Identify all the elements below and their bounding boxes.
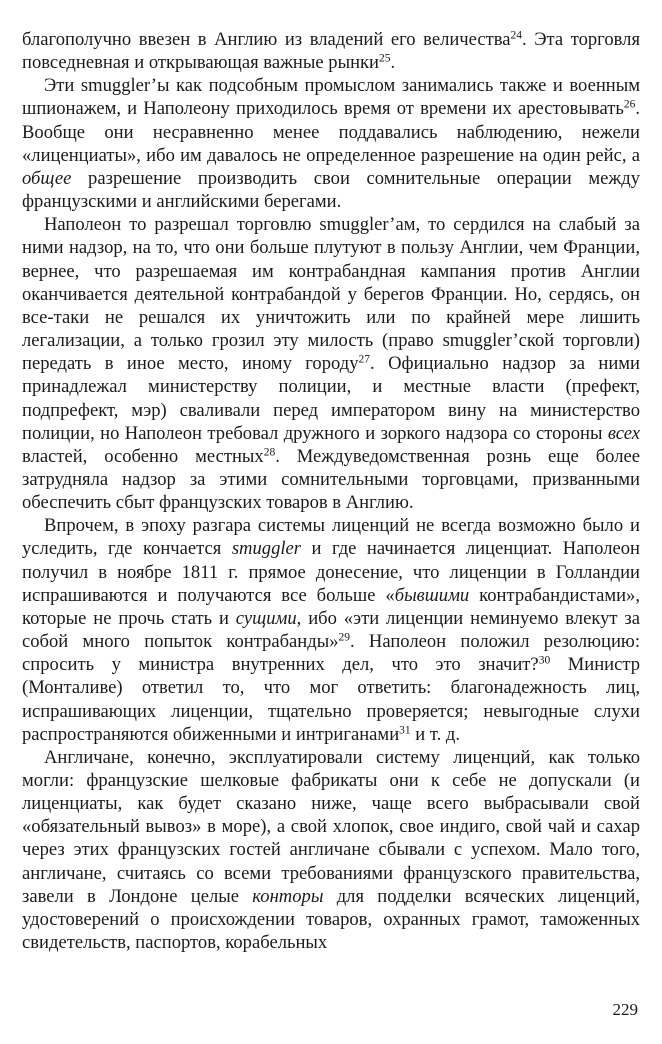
footnote-ref: 26 <box>623 99 636 112</box>
text-run: Англичане, конечно, эксплуатировали систему лиценций, как только могли: французские шелковые фабрикаты они к себе не допускали (и лиценциаты, как будет сказано ниже, чаще всего выбрасывали свой «обязательный вывоз» в море), а свой хлопок, свое индиго, свой чай и сахар через этих французских гостей англичане сбывали с успехом. Мало того, англичане, считаясь со всеми требованиями французского правительства, завели в Лондоне целые <box>22 746 640 907</box>
text-run: Впрочем, в эпоху разгара системы лиценций не всегда возможно было и уследить, где кончается <box>22 515 640 560</box>
text-run: . Междуведомственная рознь еще более затрудняла надзор за этими сомнительными торговцами, призванными обеспечить сбыт французских товаров в Англию. <box>22 445 640 514</box>
footnote-ref: 25 <box>379 52 391 65</box>
page-body <box>22 28 640 954</box>
text-run: . Вообще они несравненно менее поддавались наблюдению, нежели «лиценциаты», ибо им давалось не определенное разрешение на один рейс, а <box>22 98 640 166</box>
emphasis-text: конторы <box>252 885 324 907</box>
footnote-ref: 24 <box>510 29 523 42</box>
paragraph <box>22 213 640 514</box>
emphasis-text: smuggler <box>231 538 302 560</box>
paragraph <box>22 28 640 74</box>
text-run: контрабандистами», которые не прочь стать и <box>22 584 641 629</box>
footnote-ref: 30 <box>538 654 551 667</box>
text-run: и т. д. <box>410 723 461 745</box>
text-run: . Официально надзор за ними принадлежал министерству полиции, и местные власти (префект, подпрефект, мэр) сваливали перед императором вину на министерство полиции, но Наполеон требовал дружного и зоркого надзора со стороны <box>22 353 640 444</box>
text-run: властей, особенно местных <box>22 445 264 467</box>
text-run: Эти smuggler’ы как подсобным промыслом занимались также и военным шпионажем, и Наполеону приходилось время от времени их арестовывать <box>22 75 640 120</box>
text-run: и где начинается лиценциат. Наполеон получил в ноябре 1811 г. прямое донесение, что лиценции в Голландии испрашиваются и получаются все больше « <box>22 538 640 606</box>
emphasis-text: сущими <box>235 607 297 629</box>
emphasis-text: общее <box>22 167 72 189</box>
page-number: 229 <box>612 1000 638 1019</box>
text-run: разрешение производить свои сомнительные операции между французскими и английскими берегами. <box>22 167 640 213</box>
text-run: Наполеон то разрешал торговлю smuggler’ам, то сердился на слабый за ними надзор, на то, что они больше плутуют в пользу Англии, чем Франции, вернее, что разрешаемая им контрабандная кампания против Англии оканчивается деятельной контрабандой у берегов Франции. Но, сердясь, он все-таки не решался их уничтожить или по крайней мере лишить легализации, а только грозил эту милость (право smuggler’ской торговли) передать в иное место, иному городу <box>22 214 640 375</box>
footnote-ref: 29 <box>338 631 351 644</box>
text-run: Министр (Монталиве) ответил то, что мог ответить: благонадежность лиц, испрашивающих лиценции, тщательно проверяется; невыгодные слухи распространяются обиженными и интриганами <box>22 654 640 745</box>
emphasis-text: бывшими <box>394 584 470 606</box>
paragraph <box>22 746 640 954</box>
text-run: благополучно ввезен в Англию из владений его величества <box>22 29 511 50</box>
footnote-ref: 31 <box>399 724 411 737</box>
emphasis-text: всех <box>607 422 640 444</box>
text-run: . Эта торговля повседневная и открывающая важные рынки <box>22 29 640 74</box>
footnote-ref: 27 <box>358 353 371 366</box>
text-run: . Наполеон положил резолюцию: спросить у министра внутренних дел, что это значит? <box>22 631 640 676</box>
paragraph <box>22 74 640 213</box>
footnote-ref: 28 <box>263 446 276 459</box>
text-run: для подделки всяческих лиценций, удостоверений о происхождении товаров, охранных грамот, таможенных свидетельств, паспортов, корабельных <box>22 885 640 954</box>
paragraph <box>22 514 640 746</box>
text-run: , ибо «эти лиценции неминуемо влекут за собой много попыток контрабанды» <box>22 607 640 653</box>
text-run: . <box>390 52 396 74</box>
